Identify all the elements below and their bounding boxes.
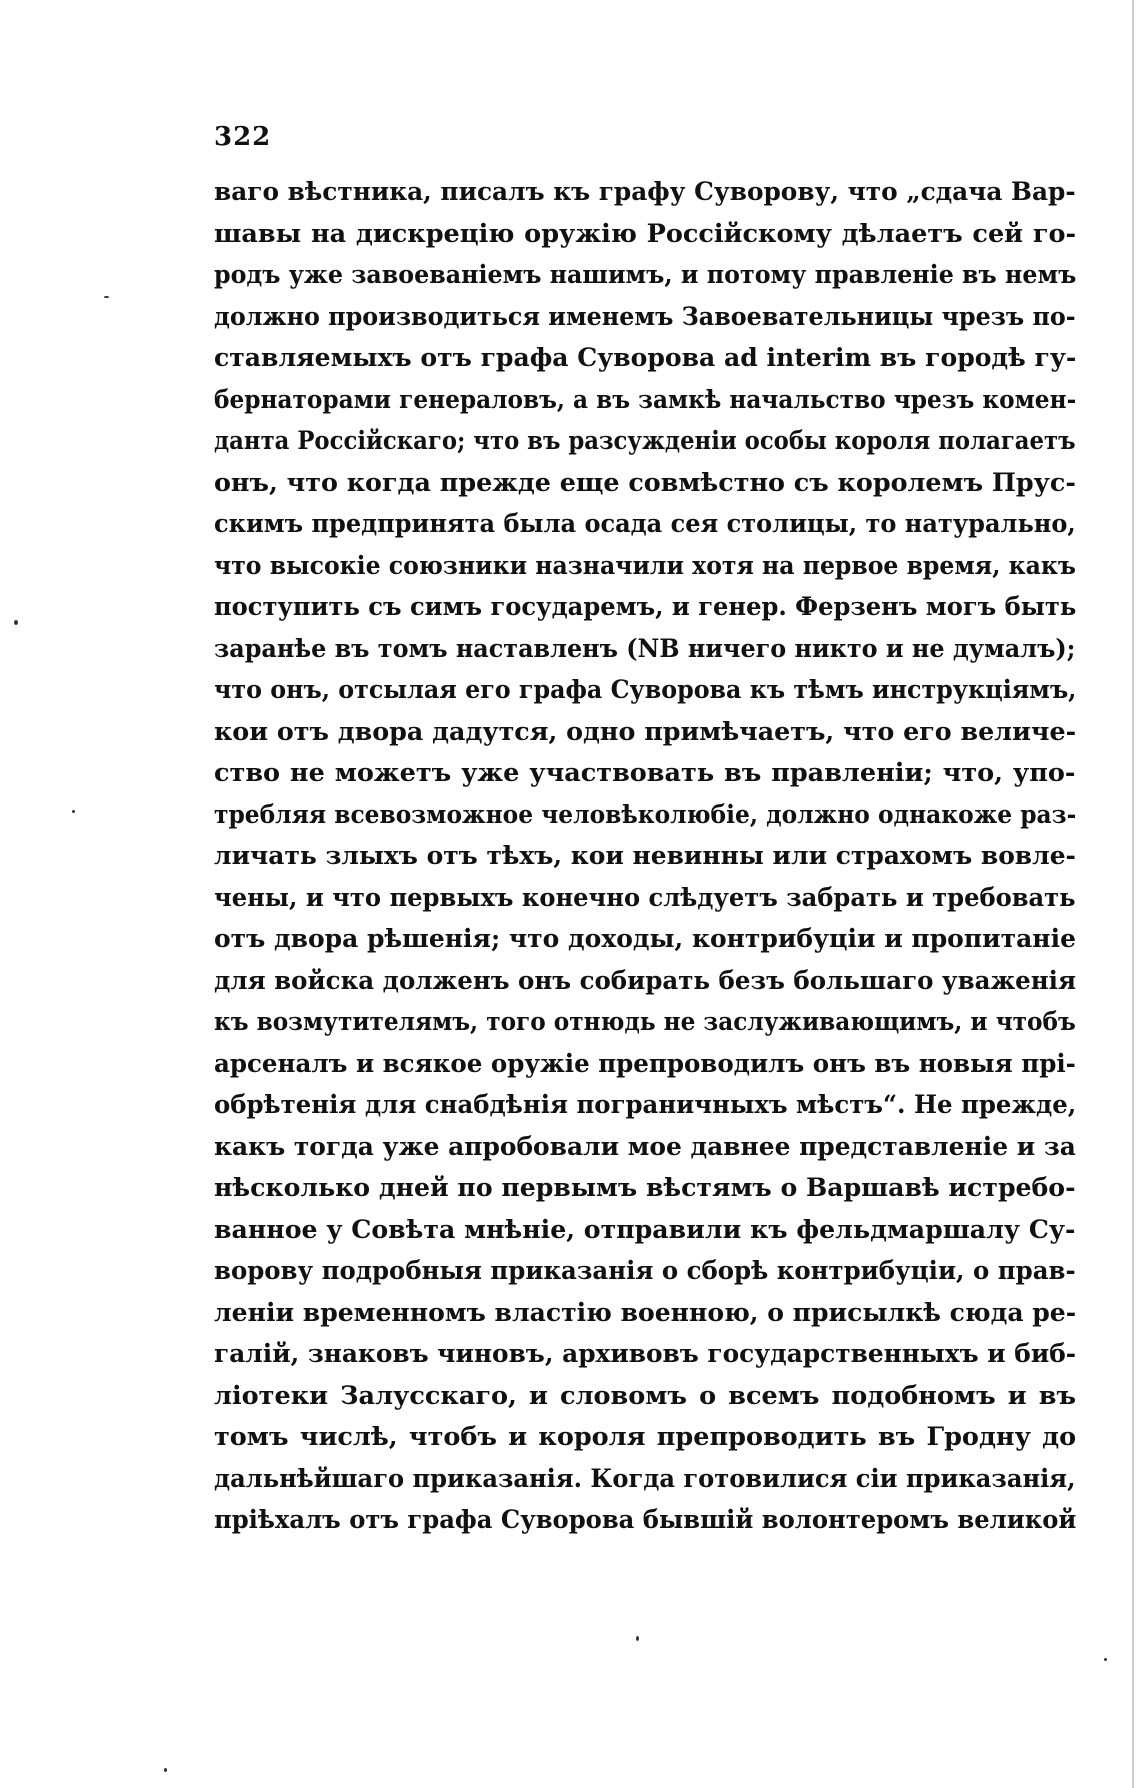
text-line: обрѣтенія для снабдѣнія пограничныхъ мѣстъ“. Не прежде,: [214, 1090, 1077, 1120]
text-line: ванное у Совѣта мнѣніе, отправили къ фельдмаршалу Су-: [214, 1214, 1076, 1245]
text-line: скимъ предпринята была осада сея столицы, то натурально,: [214, 509, 1076, 539]
body-text: [214, 172, 1076, 1542]
text-line: ство не можетъ уже участвовать въ правленіи; что, упо-: [214, 758, 1076, 788]
scan-speck: [1104, 1658, 1107, 1661]
page-number: 322: [214, 122, 272, 152]
text-line: поступить съ симъ государемъ, и генер. Ферзенъ могъ быть: [214, 592, 1077, 622]
text-line: ставляемыхъ отъ графа Суворова ad interim въ городѣ гу-: [214, 343, 1077, 373]
text-line: что высокіе союзники назначили хотя на первое время, какъ: [214, 550, 1076, 581]
text-line: ліотеки Залусскаго, и словомъ о всемъ подобномъ и въ: [214, 1380, 1076, 1411]
text-line: къ возмутителямъ, того отнюдь не заслуживающимъ, и чтобъ: [214, 1007, 1076, 1037]
text-line: родъ уже завоеваніемъ нашимъ, и потому правленіе въ немъ: [214, 260, 1077, 290]
text-line: арсеналъ и всякое оружіе препроводилъ онъ въ новыя прі-: [214, 1048, 1076, 1079]
scan-speck: [104, 296, 109, 298]
text-line: отъ двора рѣшенія; что доходы, контрибуціи и пропитаніе: [214, 924, 1076, 954]
text-line: какъ тогда уже апробовали мое давнее представленіе и за: [214, 1131, 1076, 1162]
text-line: бернаторами генераловъ, а въ замкѣ начальство чрезъ комен-: [214, 384, 1077, 415]
text-line: дальнѣйшаго приказанія. Когда готовилися сіи приказанія,: [214, 1463, 1076, 1494]
scan-speck: [14, 620, 18, 625]
text-line: ворову подробныя приказанія о сборѣ контрибуціи, о прав-: [214, 1256, 1076, 1286]
text-line: томъ числѣ, чтобъ и короля препроводить въ Гродну до: [214, 1422, 1076, 1452]
page-edge-shadow: [1132, 0, 1134, 1788]
scan-speck: [636, 1636, 639, 1641]
text-line: личать злыхъ отъ тѣхъ, кои невинны или страхомъ вовле-: [214, 841, 1076, 871]
scan-speck: [72, 810, 75, 813]
scan-speck: [164, 1768, 167, 1772]
text-line: леніи временномъ властію военною, о присылкѣ сюда ре-: [214, 1297, 1077, 1328]
text-line: нѣсколько дней по первымъ вѣстямъ о Варшавѣ истребо-: [214, 1173, 1076, 1203]
text-line: онъ, что когда прежде еще совмѣстно съ королемъ Прус-: [214, 467, 1076, 498]
text-line: ваго вѣстника, писалъ къ графу Суворову, что „сдача Вар-: [214, 177, 1076, 207]
text-line: галій, знаковъ чиновъ, архивовъ государственныхъ и биб-: [214, 1339, 1077, 1369]
text-line: что онъ, отсылая его графа Суворова къ тѣмъ инструкціямъ,: [214, 675, 1077, 705]
text-line: кои отъ двора дадутся, одно примѣчаетъ, что его величе-: [214, 716, 1077, 747]
text-line: чены, и что первыхъ конечно слѣдуетъ забрать и требовать: [214, 882, 1076, 913]
text-line: пріѣхалъ отъ графа Суворова бывшій волонтеромъ великой: [214, 1505, 1077, 1535]
text-line: шавы на дискрецію оружію Россійскому дѣлаетъ сей го-: [214, 218, 1076, 249]
text-line: данта Россійскаго; что въ разсужденіи особы короля полагаетъ: [214, 426, 1076, 456]
text-line: требляя всевозможное человѣколюбіе, должно однакоже раз-: [214, 799, 1077, 830]
text-line: для войска долженъ онъ собирать безъ большаго уваженія: [214, 965, 1077, 996]
text-line: должно производиться именемъ Завоевательницы чрезъ по-: [214, 301, 1076, 332]
text-line: заранѣе въ томъ наставленъ (NB ничего никто и не думалъ);: [214, 633, 1076, 664]
